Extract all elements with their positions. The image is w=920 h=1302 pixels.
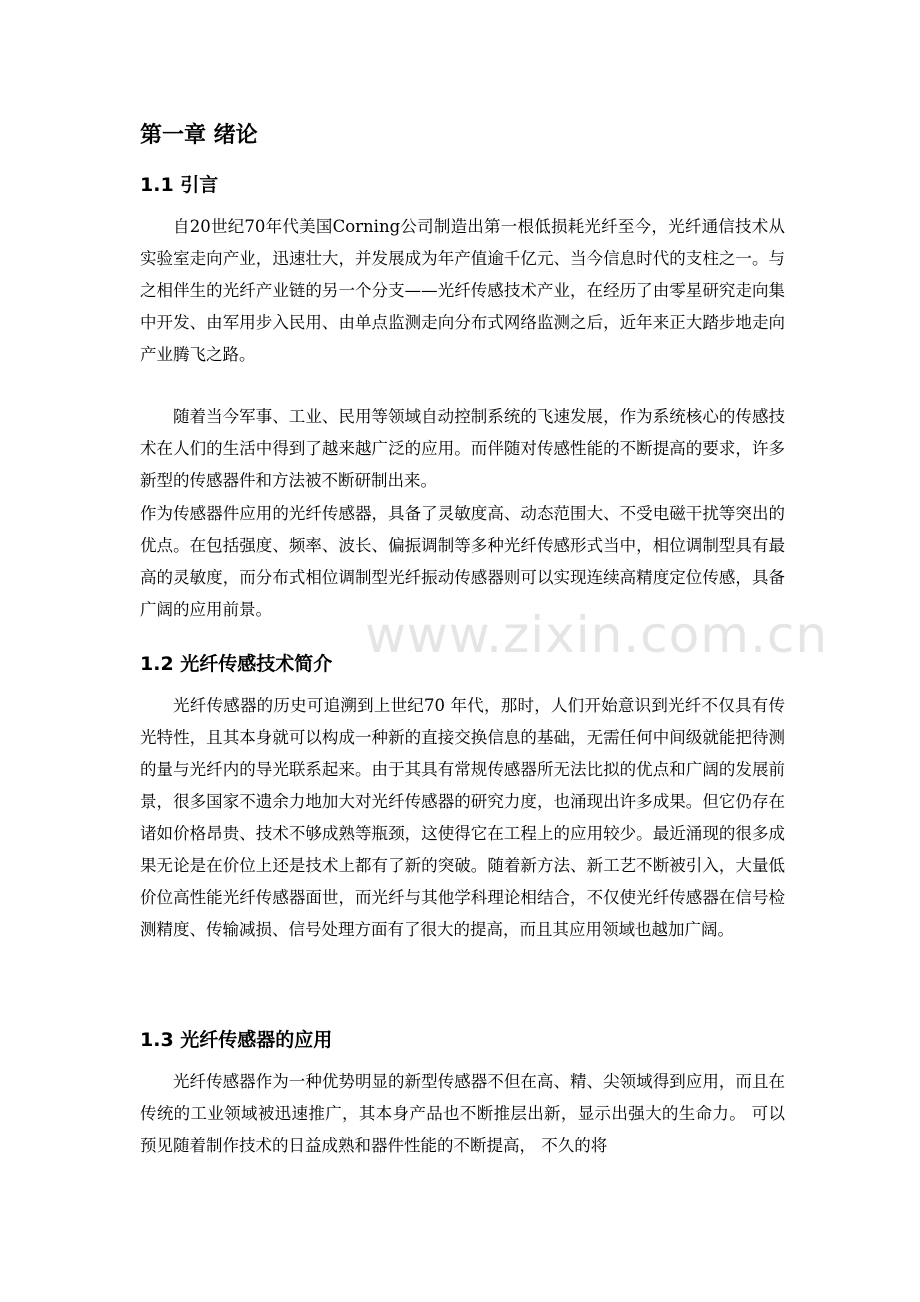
paragraph-tech-intro: 光纤传感器的历史可追溯到上世纪70 年代，那时，人们开始意识到光纤不仅具有传光特性，且其本身就可以构成一种新的直接交换信息的基础，无需任何中间级就能把待测的量与光纤内的导光联系起来。由于其具有常规传感器所无法比拟的优点和广阔的发展前景，很多国家不遗余力地加大对光纤传感器的研究力度，也涌现出许多成果。但它仍存在诸如价格昂贵、技术不够成熟等瓶颈，这使得它在工程上的应用较少。最近涌现的很多成果无论是在价位上还是技术上都有了新的突破。随着新方法、新工艺不断被引入，大量低价位高性能光纤传感器面世，而光纤与其他学科理论相结合，不仅使光纤传感器在信号检测精度、传输减损、信号处理方面有了很大的提高，而且其应用领域也越加广阔。 xyxy=(140,696,785,939)
paragraph-applications: 光纤传感器作为一种优势明显的新型传感器不但在高、精、尖领域得到应用，而且在传统的工业领域被迅速推广，其本身产品也不断推层出新，显示出强大的生命力。 可以预见随着制作技术的日益成熟和器件性能的不断提高， 不久的将 xyxy=(140,1072,785,1155)
section-heading-1-1: 1.1 引言 xyxy=(140,174,219,196)
paragraph-intro-1: 自20世纪70年代美国Corning公司制造出第一根低损耗光纤至今，光纤通信技术从实验室走向产业，迅速壮大，并发展成为年产值逾千亿元、当今信息时代的支柱之一。与之相伴生的光纤产业链的另一个分支——光纤传感技术产业，在经历了由零星研究走向集中开发、由军用步入民用、由单点监测走向分布式网络监测之后，近年来正大踏步地走向产业腾飞之路。 xyxy=(140,217,785,364)
paragraph-intro-2: 随着当今军事、工业、民用等领域自动控制系统的飞速发展，作为系统核心的传感技术在人们的生活中得到了越来越广泛的应用。而伴随对传感性能的不断提高的要求，许多新型的传感器件和方法被不断研制出来。 xyxy=(140,407,785,490)
watermark: www.zixin.com.cn xyxy=(365,606,829,664)
section-heading-1-3: 1.3 光纤传感器的应用 xyxy=(140,1029,333,1051)
chapter-title: 第一章 绪论 xyxy=(140,123,258,148)
section-heading-1-2: 1.2 光纤传感技术简介 xyxy=(140,653,333,675)
paragraph-intro-3: 作为传感器件应用的光纤传感器，具备了灵敏度高、动态范围大、不受电磁干扰等突出的优点。在包括强度、频率、波长、偏振调制等多种光纤传感形式当中，相位调制型具有最高的灵敏度，而分布式相位调制型光纤振动传感器则可以实现连续高精度定位传感，具备广阔的应用前景。 xyxy=(140,504,785,619)
